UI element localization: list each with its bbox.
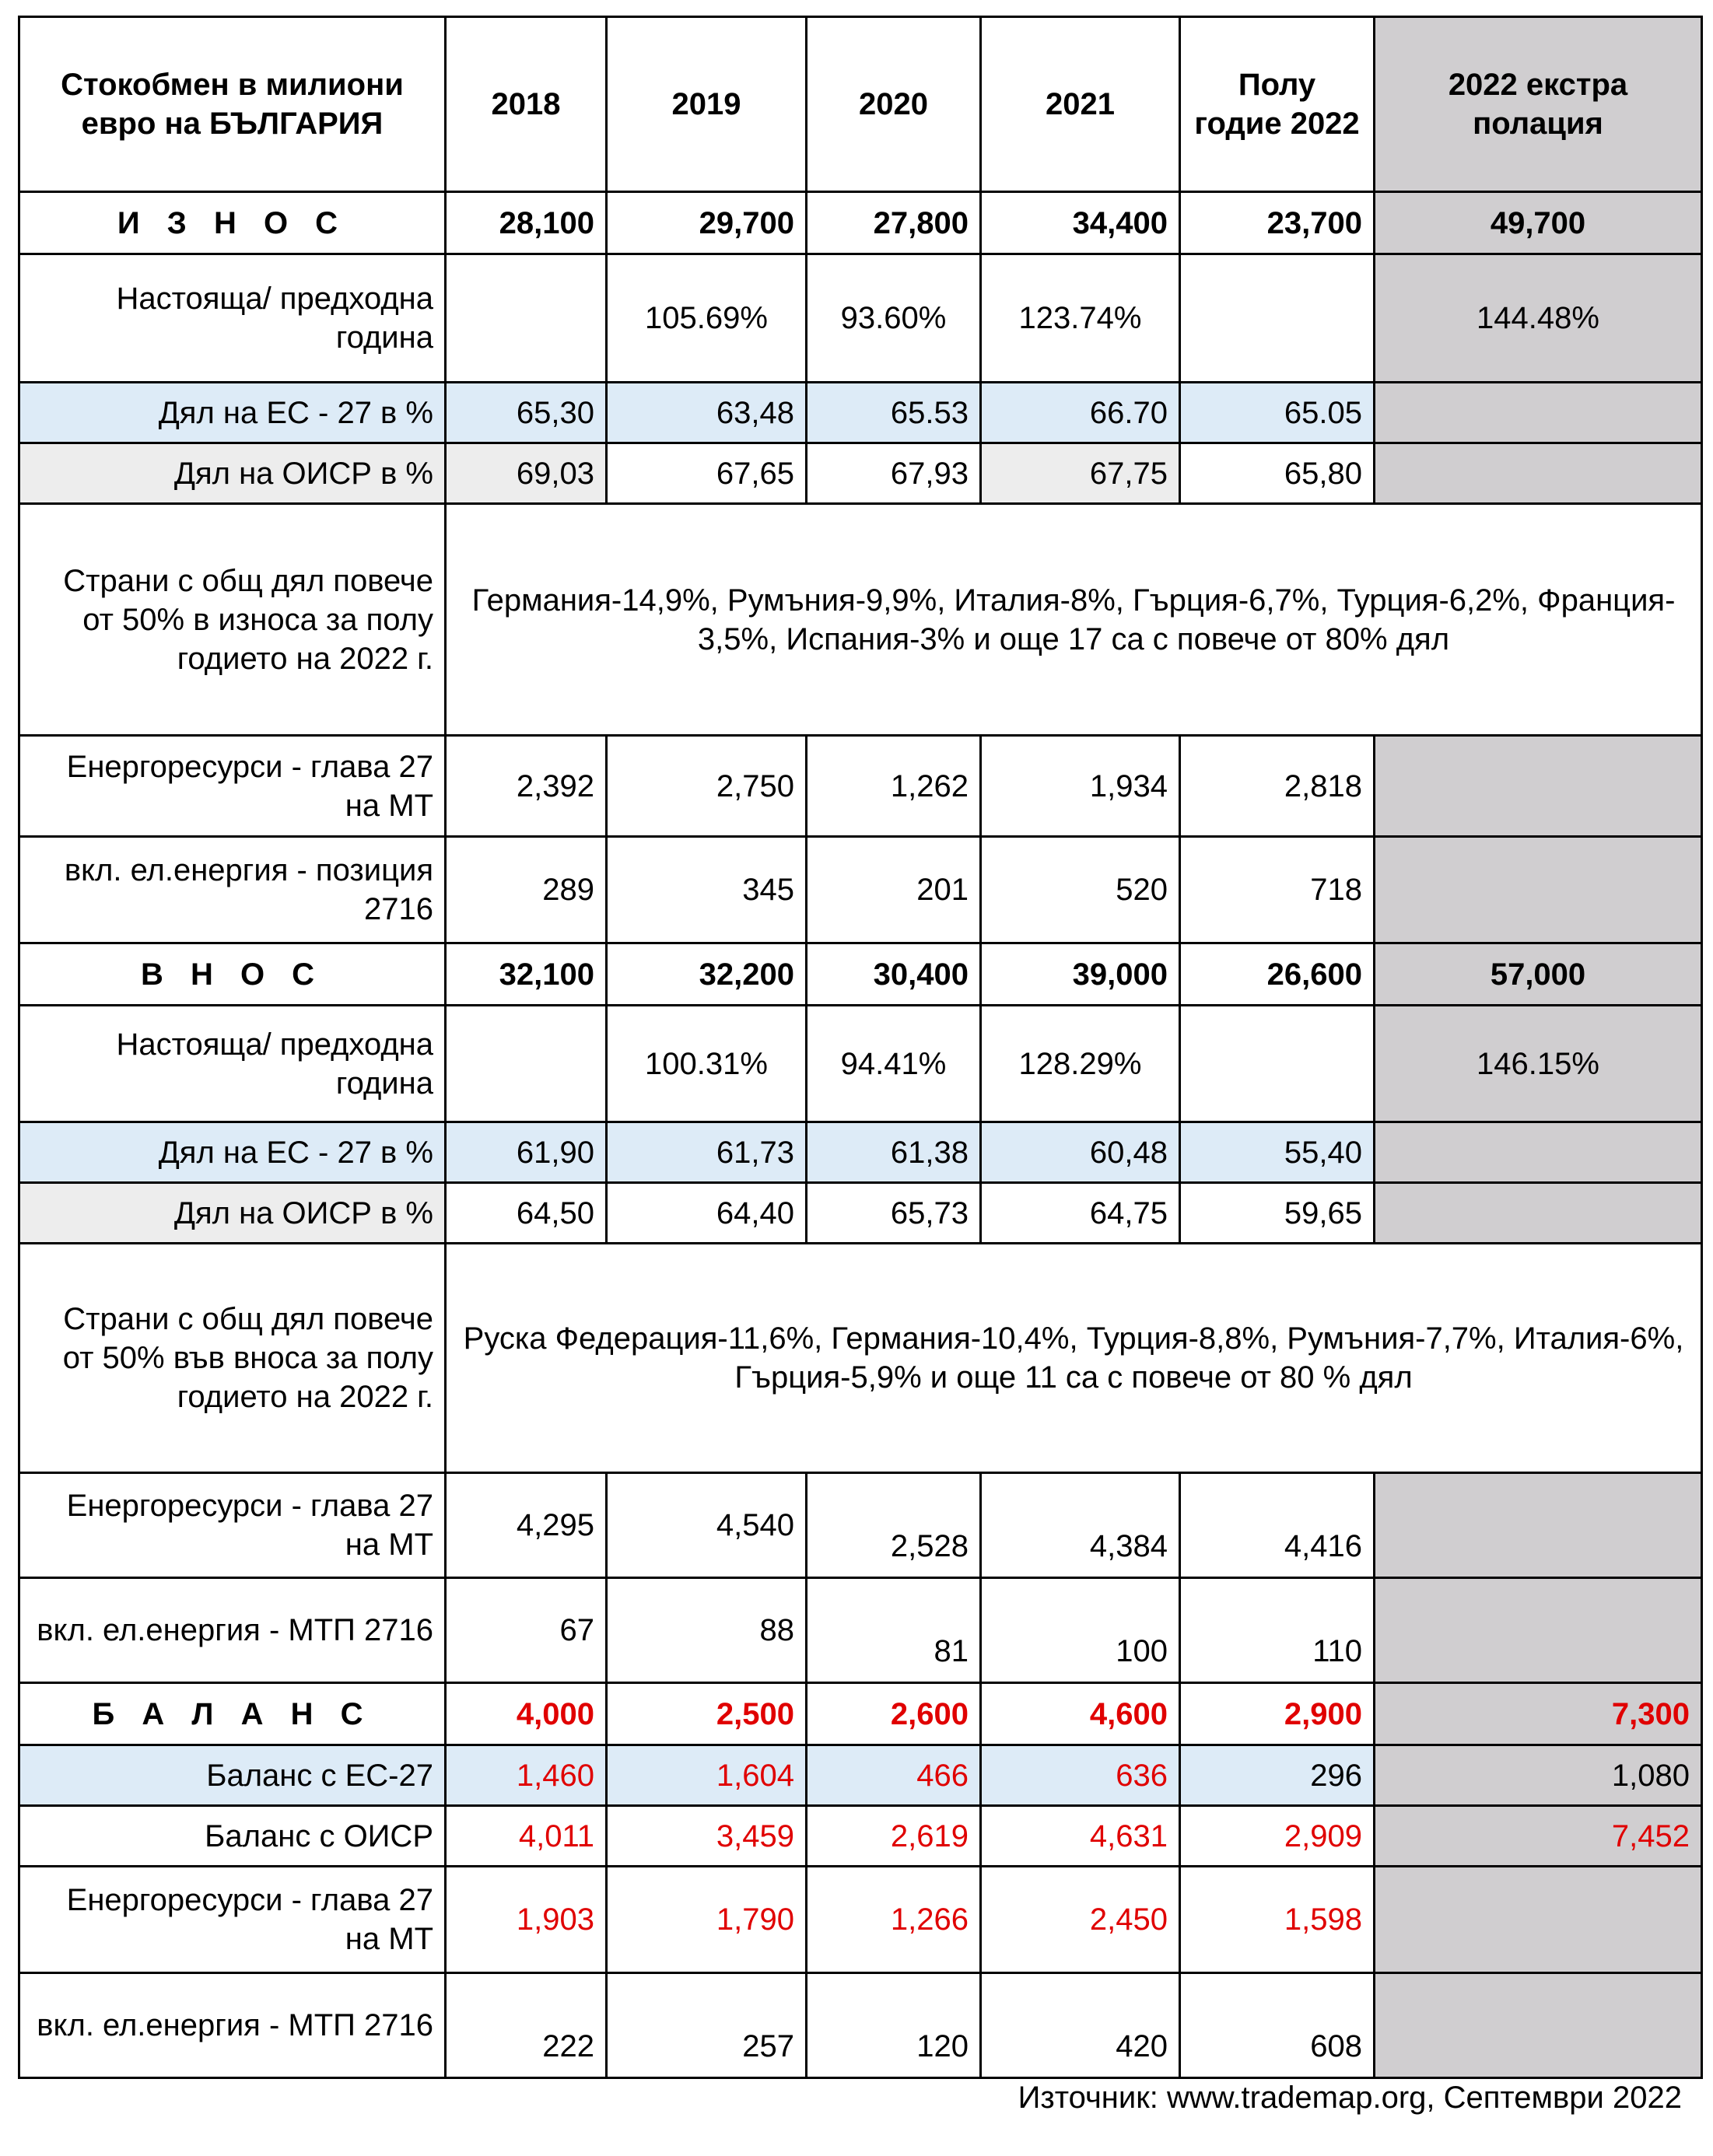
- import-eu-extra: [1375, 1122, 1702, 1183]
- import-oecd-value: 59,65: [1180, 1183, 1375, 1244]
- extrapolation-header: 2022 екстра полация: [1375, 17, 1702, 192]
- export-oecd-value: 67,75: [981, 443, 1180, 504]
- export-oecd-value: 65,80: [1180, 443, 1375, 504]
- import-countries-row: [19, 1244, 1702, 1473]
- export-yoy-value: 93.60%: [807, 254, 981, 383]
- export-energy-value: 2,750: [607, 736, 807, 837]
- source-note: Източник: www.trademap.org, Септември 2022: [1018, 2081, 1682, 2115]
- import-countries-text: Руска Федерация-11,6%, Германия-10,4%, Турция-8,8%, Румъния-7,7%, Италия-6%, Гърция-5,9% и още 11 са с повече от 80 % дял: [446, 1244, 1702, 1473]
- balance-label: Б А Л А Н С: [19, 1683, 446, 1745]
- export-elec-value: 289: [446, 837, 607, 943]
- balance-energy-row: [19, 1867, 1702, 1973]
- import-yoy-value: [1180, 1006, 1375, 1122]
- import-label: В Н О С: [19, 943, 446, 1006]
- import-elec-value: 67: [446, 1578, 607, 1683]
- export-eu-extra: [1375, 383, 1702, 443]
- export-energy-row: [19, 736, 1702, 837]
- import-elec-extra: [1375, 1578, 1702, 1683]
- import-energy-value: 4,416: [1180, 1473, 1375, 1578]
- import-oecd-value: 64,75: [981, 1183, 1180, 1244]
- export-label: И З Н О С: [19, 192, 446, 254]
- export-energy-extra: [1375, 736, 1702, 837]
- import-eu-value: 61,38: [807, 1122, 981, 1183]
- import-energy-value: 4,384: [981, 1473, 1180, 1578]
- trade-table: [18, 16, 1703, 2079]
- export-countries-label: Страни с общ дял повече от 50% в износа за полу годието на 2022 г.: [19, 504, 446, 736]
- balance-total-row: [19, 1683, 1702, 1745]
- export-oecd-row: [19, 443, 1702, 504]
- import-yoy-row: [19, 1006, 1702, 1122]
- import-eu-value: 55,40: [1180, 1122, 1375, 1183]
- import-yoy-value: 94.41%: [807, 1006, 981, 1122]
- export-elec-value: 520: [981, 837, 1180, 943]
- balance-extra: 7,300: [1375, 1683, 1702, 1745]
- balance-elec-value: 120: [807, 1973, 981, 2078]
- export-elec-label: вкл. ел.енергия - позиция 2716: [19, 837, 446, 943]
- import-countries-label: Страни с общ дял повече от 50% във вноса за полу годието на 2022 г.: [19, 1244, 446, 1473]
- balance-energy-label: Енергоресурси - глава 27 на МТ: [19, 1867, 446, 1973]
- export-value: 27,800: [807, 192, 981, 254]
- import-elec-label: вкл. ел.енергия - МТП 2716: [19, 1578, 446, 1683]
- import-yoy-extra: 146.15%: [1375, 1006, 1702, 1122]
- import-yoy-label: Настояща/ предходна година: [19, 1006, 446, 1122]
- import-energy-row: [19, 1473, 1702, 1578]
- export-value: 28,100: [446, 192, 607, 254]
- balance-eu-value: 1,460: [446, 1745, 607, 1806]
- import-eu-row: [19, 1122, 1702, 1183]
- balance-elec-value: 608: [1180, 1973, 1375, 2078]
- balance-eu-label: Баланс с ЕС-27: [19, 1745, 446, 1806]
- export-oecd-value: 67,65: [607, 443, 807, 504]
- balance-oecd-value: 2,619: [807, 1806, 981, 1867]
- balance-energy-value: 1,598: [1180, 1867, 1375, 1973]
- balance-elec-value: 420: [981, 1973, 1180, 2078]
- balance-eu-extra: 1,080: [1375, 1745, 1702, 1806]
- balance-energy-value: 2,450: [981, 1867, 1180, 1973]
- import-yoy-value: [446, 1006, 607, 1122]
- export-oecd-value: 69,03: [446, 443, 607, 504]
- import-energy-label: Енергоресурси - глава 27 на МТ: [19, 1473, 446, 1578]
- balance-oecd-label: Баланс с ОИСР: [19, 1806, 446, 1867]
- balance-value: 2,500: [607, 1683, 807, 1745]
- export-yoy-value: 123.74%: [981, 254, 1180, 383]
- import-eu-value: 61,73: [607, 1122, 807, 1183]
- export-yoy-value: [446, 254, 607, 383]
- export-eu-value: 65.05: [1180, 383, 1375, 443]
- balance-value: 2,600: [807, 1683, 981, 1745]
- year-2018: 2018: [446, 17, 607, 192]
- export-eu-label: Дял на ЕС - 27 в %: [19, 383, 446, 443]
- export-elec-value: 345: [607, 837, 807, 943]
- export-eu-value: 65.53: [807, 383, 981, 443]
- import-elec-value: 100: [981, 1578, 1180, 1683]
- import-elec-value: 81: [807, 1578, 981, 1683]
- import-oecd-label: Дял на ОИСР в %: [19, 1183, 446, 1244]
- import-value: 26,600: [1180, 943, 1375, 1006]
- export-eu-value: 63,48: [607, 383, 807, 443]
- balance-elec-value: 222: [446, 1973, 607, 2078]
- export-energy-value: 1,262: [807, 736, 981, 837]
- year-h1-2022: Полу годие 2022: [1180, 17, 1375, 192]
- export-eu-row: [19, 383, 1702, 443]
- balance-elec-row: [19, 1973, 1702, 2078]
- balance-oecd-extra: 7,452: [1375, 1806, 1702, 1867]
- balance-oecd-row: [19, 1806, 1702, 1867]
- export-eu-value: 66.70: [981, 383, 1180, 443]
- export-oecd-label: Дял на ОИСР в %: [19, 443, 446, 504]
- balance-value: 2,900: [1180, 1683, 1375, 1745]
- export-energy-value: 2,392: [446, 736, 607, 837]
- balance-eu-value: 466: [807, 1745, 981, 1806]
- balance-eu-value: 1,604: [607, 1745, 807, 1806]
- import-elec-value: 110: [1180, 1578, 1375, 1683]
- import-energy-value: 2,528: [807, 1473, 981, 1578]
- import-oecd-value: 64,40: [607, 1183, 807, 1244]
- export-value: 34,400: [981, 192, 1180, 254]
- import-eu-value: 60,48: [981, 1122, 1180, 1183]
- export-oecd-extra: [1375, 443, 1702, 504]
- balance-elec-value: 257: [607, 1973, 807, 2078]
- export-countries-text: Германия-14,9%, Румъния-9,9%, Италия-8%, Гърция-6,7%, Турция-6,2%, Франция- 3,5%, Испания-3% и още 17 са с повече от 80% дял: [446, 504, 1702, 736]
- import-yoy-value: 100.31%: [607, 1006, 807, 1122]
- import-value: 32,200: [607, 943, 807, 1006]
- balance-energy-value: 1,790: [607, 1867, 807, 1973]
- import-value: 39,000: [981, 943, 1180, 1006]
- import-oecd-value: 65,73: [807, 1183, 981, 1244]
- export-energy-label: Енергоресурси - глава 27 на МТ: [19, 736, 446, 837]
- export-extra: 49,700: [1375, 192, 1702, 254]
- export-elec-value: 201: [807, 837, 981, 943]
- export-value: 23,700: [1180, 192, 1375, 254]
- export-energy-value: 2,818: [1180, 736, 1375, 837]
- table-title: Стокобмен в милиони евро на БЪЛГАРИЯ: [19, 17, 446, 192]
- balance-elec-extra: [1375, 1973, 1702, 2078]
- balance-energy-value: 1,266: [807, 1867, 981, 1973]
- import-value: 32,100: [446, 943, 607, 1006]
- import-elec-value: 88: [607, 1578, 807, 1683]
- balance-energy-extra: [1375, 1867, 1702, 1973]
- year-2021: 2021: [981, 17, 1180, 192]
- export-elec-row: [19, 837, 1702, 943]
- import-eu-value: 61,90: [446, 1122, 607, 1183]
- import-oecd-extra: [1375, 1183, 1702, 1244]
- year-2019: 2019: [607, 17, 807, 192]
- import-energy-extra: [1375, 1473, 1702, 1578]
- balance-energy-value: 1,903: [446, 1867, 607, 1973]
- export-yoy-extra: 144.48%: [1375, 254, 1702, 383]
- header-row: [19, 17, 1702, 192]
- balance-oecd-value: 2,909: [1180, 1806, 1375, 1867]
- export-elec-extra: [1375, 837, 1702, 943]
- import-energy-value: 4,295: [446, 1473, 607, 1578]
- import-oecd-row: [19, 1183, 1702, 1244]
- export-yoy-row: [19, 254, 1702, 383]
- import-energy-value: 4,540: [607, 1473, 807, 1578]
- balance-elec-label: вкл. ел.енергия - МТП 2716: [19, 1973, 446, 2078]
- import-value: 30,400: [807, 943, 981, 1006]
- export-total-row: [19, 192, 1702, 254]
- import-eu-label: Дял на ЕС - 27 в %: [19, 1122, 446, 1183]
- balance-value: 4,600: [981, 1683, 1180, 1745]
- import-extra: 57,000: [1375, 943, 1702, 1006]
- balance-oecd-value: 4,011: [446, 1806, 607, 1867]
- balance-eu-value: 636: [981, 1745, 1180, 1806]
- export-eu-value: 65,30: [446, 383, 607, 443]
- export-yoy-label: Настояща/ предходна година: [19, 254, 446, 383]
- import-elec-row: [19, 1578, 1702, 1683]
- export-energy-value: 1,934: [981, 736, 1180, 837]
- balance-oecd-value: 3,459: [607, 1806, 807, 1867]
- import-yoy-value: 128.29%: [981, 1006, 1180, 1122]
- year-2020: 2020: [807, 17, 981, 192]
- import-oecd-value: 64,50: [446, 1183, 607, 1244]
- export-value: 29,700: [607, 192, 807, 254]
- export-yoy-value: 105.69%: [607, 254, 807, 383]
- export-oecd-value: 67,93: [807, 443, 981, 504]
- balance-eu-row: [19, 1745, 1702, 1806]
- balance-eu-value: 296: [1180, 1745, 1375, 1806]
- export-yoy-value: [1180, 254, 1375, 383]
- import-total-row: [19, 943, 1702, 1006]
- balance-value: 4,000: [446, 1683, 607, 1745]
- export-elec-value: 718: [1180, 837, 1375, 943]
- export-countries-row: [19, 504, 1702, 736]
- balance-oecd-value: 4,631: [981, 1806, 1180, 1867]
